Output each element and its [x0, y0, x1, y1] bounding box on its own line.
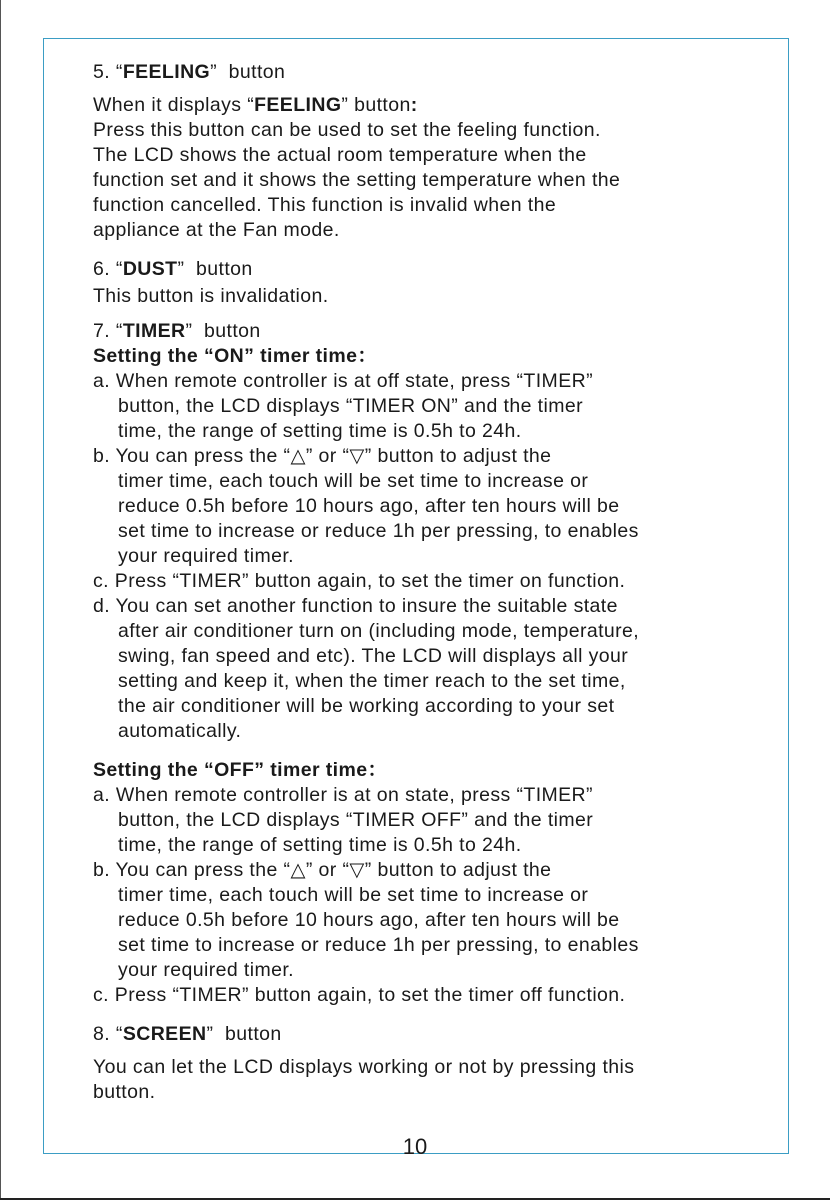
paragraph-line: setting and keep it, when the timer reach to the set time,	[118, 670, 626, 692]
section-number: 7.	[93, 320, 111, 342]
paragraph-line: The LCD shows the actual room temperature when the	[93, 144, 587, 166]
screen-description	[93, 1055, 793, 1105]
list-item	[93, 983, 793, 1008]
page-left-edge	[0, 0, 1, 1200]
quote-close: ”	[185, 320, 193, 342]
paragraph-line	[93, 93, 793, 118]
paragraph-line	[93, 783, 793, 808]
paragraph-line: You can let the LCD displays working or not by pressing this	[93, 1056, 635, 1078]
paragraph-line	[93, 594, 793, 619]
manual-content	[93, 60, 793, 1105]
button-name: DUST	[122, 258, 178, 280]
text-run: When remote controller is at off state, press “TIMER”	[115, 370, 593, 392]
button-name: SCREEN	[122, 1023, 207, 1045]
paragraph-line: button, the LCD displays “TIMER ON” and the timer	[118, 395, 584, 417]
subheading-timer-off: Setting the “OFF” timer time：	[93, 759, 388, 781]
paragraph-line: This button is invalidation.	[93, 285, 329, 307]
heading-suffix: button	[225, 1023, 282, 1045]
paragraph-line: set time to increase or reduce 1h per pressing, to enables	[118, 934, 639, 956]
list-item	[93, 444, 793, 569]
list-item	[93, 783, 793, 858]
heading-suffix: button	[228, 61, 286, 83]
paragraph-line: after air conditioner turn on (including mode, temperature,	[118, 620, 640, 642]
list-item	[93, 569, 793, 594]
paragraph-line: your required timer.	[118, 959, 294, 981]
paragraph-line: reduce 0.5h before 10 hours ago, after ten hours will be	[118, 495, 620, 517]
paragraph-line: appliance at the Fan mode.	[93, 219, 340, 241]
subheading-timer-on: Setting the “ON” timer time：	[93, 345, 378, 367]
item-label: c.	[93, 570, 109, 592]
paragraph-line: timer time, each touch will be set time to increase or	[118, 470, 589, 492]
paragraph-line	[93, 983, 793, 1008]
item-label: b.	[93, 859, 111, 881]
item-label: a.	[93, 370, 111, 392]
quote-open: “	[115, 1023, 123, 1045]
button-name: FEELING	[122, 61, 211, 83]
section-number: 6.	[93, 258, 111, 280]
paragraph-line: function cancelled. This function is invalid when the	[93, 194, 557, 216]
heading-suffix: button	[204, 320, 261, 342]
paragraph-line: your required timer.	[118, 545, 294, 567]
item-label: b.	[93, 445, 111, 467]
paragraph-line	[93, 444, 793, 469]
section-heading-feeling	[93, 60, 793, 85]
quote-open: “	[115, 320, 123, 342]
dust-description	[93, 284, 793, 309]
paragraph-line: set time to increase or reduce 1h per pressing, to enables	[118, 520, 639, 542]
text-run: You can press the “△” or “▽” button to adjust the	[115, 859, 552, 881]
quote-close: ”	[206, 1023, 214, 1045]
bold-run: FEELING	[254, 94, 342, 116]
list-item	[93, 369, 793, 444]
item-label: a.	[93, 784, 111, 806]
text-run: You can press the “△” or “▽” button to adjust the	[115, 445, 552, 467]
section-heading-dust	[93, 257, 793, 282]
button-name: TIMER	[122, 320, 186, 342]
paragraph-line: reduce 0.5h before 10 hours ago, after ten hours will be	[118, 909, 620, 931]
paragraph-line: button.	[93, 1081, 156, 1103]
text-run: ” button	[341, 94, 411, 116]
heading-suffix: button	[196, 258, 253, 280]
list-item	[93, 858, 793, 983]
paragraph-line: time, the range of setting time is 0.5h to 24h.	[118, 834, 522, 856]
section-heading-screen	[93, 1022, 793, 1047]
paragraph-line	[93, 569, 793, 594]
quote-open: “	[115, 258, 123, 280]
item-label: c.	[93, 984, 109, 1006]
feeling-description	[93, 93, 793, 243]
paragraph-line	[93, 369, 793, 394]
quote-close: ”	[210, 61, 218, 83]
paragraph-line: time, the range of setting time is 0.5h to 24h.	[118, 420, 522, 442]
quote-open: “	[115, 61, 123, 83]
paragraph-line: function set and it shows the setting temperature when the	[93, 169, 621, 191]
section-heading-timer	[93, 319, 793, 344]
quote-close: ”	[177, 258, 185, 280]
page-number: 10	[402, 1134, 428, 1159]
text-run: Press “TIMER” button again, to set the timer on function.	[114, 570, 626, 592]
item-label: d.	[93, 595, 111, 617]
paragraph-line: button, the LCD displays “TIMER OFF” and the timer	[118, 809, 594, 831]
bold-run: :	[410, 94, 418, 116]
text-run: When it displays “	[93, 94, 255, 116]
section-number: 8.	[93, 1023, 111, 1045]
paragraph-line: Press this button can be used to set the feeling function.	[93, 119, 601, 141]
text-run: You can set another function to insure the suitable state	[115, 595, 618, 617]
paragraph-line: swing, fan speed and etc). The LCD will displays all your	[118, 645, 629, 667]
list-item	[93, 594, 793, 744]
paragraph-line: timer time, each touch will be set time to increase or	[118, 884, 589, 906]
section-number: 5.	[93, 61, 111, 83]
text-run: When remote controller is at on state, press “TIMER”	[115, 784, 593, 806]
paragraph-line: automatically.	[118, 720, 242, 742]
text-run: Press “TIMER” button again, to set the timer off function.	[114, 984, 626, 1006]
paragraph-line: the air conditioner will be working according to your set	[118, 695, 615, 717]
paragraph-line	[93, 858, 793, 883]
